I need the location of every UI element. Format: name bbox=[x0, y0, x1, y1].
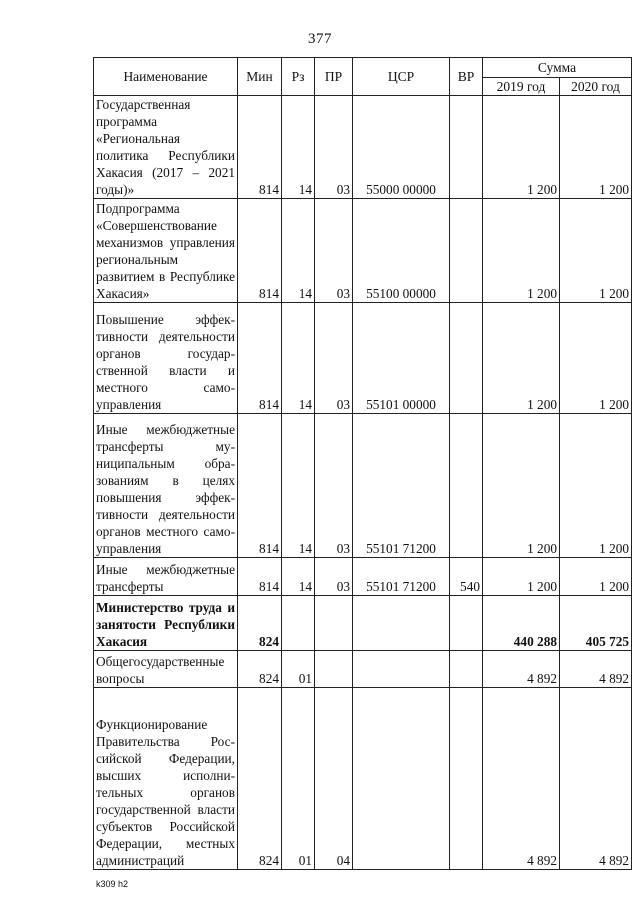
row-rz: 14 bbox=[282, 96, 315, 199]
row-pr: 03 bbox=[315, 303, 353, 414]
row-2020: 405 725 bbox=[560, 596, 632, 651]
row-2020: 1 200 bbox=[560, 414, 632, 558]
table-row bbox=[94, 651, 632, 688]
header-sum: Сумма bbox=[483, 58, 632, 78]
table-row bbox=[94, 596, 632, 651]
footer-code: k309 h2 bbox=[96, 879, 129, 889]
row-vr: 540 bbox=[450, 558, 483, 596]
row-2019: 1 200 bbox=[483, 199, 560, 303]
row-vr bbox=[450, 303, 483, 414]
row-pr bbox=[315, 596, 353, 651]
row-2019: 1 200 bbox=[483, 414, 560, 558]
row-2019: 4 892 bbox=[483, 688, 560, 870]
row-vr bbox=[450, 651, 483, 688]
row-2020: 1 200 bbox=[560, 199, 632, 303]
row-vr bbox=[450, 596, 483, 651]
table-row bbox=[94, 199, 632, 303]
row-vr bbox=[450, 199, 483, 303]
row-2019: 440 288 bbox=[483, 596, 560, 651]
row-csr: 55000 00000 bbox=[353, 96, 450, 199]
header-pr: ПР bbox=[315, 58, 353, 96]
row-min: 824 bbox=[238, 651, 282, 688]
row-csr: 55101 00000 bbox=[353, 303, 450, 414]
row-pr: 03 bbox=[315, 96, 353, 199]
row-2019: 4 892 bbox=[483, 651, 560, 688]
row-rz: 01 bbox=[282, 688, 315, 870]
table-row bbox=[94, 414, 632, 558]
row-rz: 14 bbox=[282, 558, 315, 596]
table-row bbox=[94, 688, 632, 870]
header-vr: ВР bbox=[450, 58, 483, 96]
row-pr: 04 bbox=[315, 688, 353, 870]
header-min: Мин bbox=[238, 58, 282, 96]
table-row bbox=[94, 303, 632, 414]
row-2019: 1 200 bbox=[483, 303, 560, 414]
row-vr bbox=[450, 414, 483, 558]
row-pr: 03 bbox=[315, 558, 353, 596]
header-year-2019: 2019 год bbox=[483, 78, 560, 96]
row-csr bbox=[353, 651, 450, 688]
row-csr bbox=[353, 688, 450, 870]
row-csr: 55101 71200 bbox=[353, 414, 450, 558]
row-name: Государственная программа «Региональная политика Республики Хакасия (2017 – 2021 годы)» bbox=[94, 96, 238, 199]
row-2019: 1 200 bbox=[483, 558, 560, 596]
row-name: Общегосударственные вопросы bbox=[94, 651, 238, 688]
row-min: 814 bbox=[238, 96, 282, 199]
row-2020: 1 200 bbox=[560, 558, 632, 596]
row-name: Иные межбюджетные трансферты муниципальным образованиям в целях повышения эффективности деятельности органов местного самоуправления bbox=[94, 414, 238, 558]
header-year-2020: 2020 год bbox=[560, 78, 632, 96]
row-pr bbox=[315, 651, 353, 688]
row-name: Функционирование Правительства Российской Федерации, высших исполнительных органов государственной власти субъектов Российской Федерации, местных администраций bbox=[94, 688, 238, 870]
row-rz bbox=[282, 596, 315, 651]
row-rz: 14 bbox=[282, 303, 315, 414]
row-min: 814 bbox=[238, 303, 282, 414]
header-csr: ЦСР bbox=[353, 58, 450, 96]
budget-table bbox=[93, 57, 632, 870]
row-rz: 14 bbox=[282, 414, 315, 558]
page-number: 377 bbox=[308, 31, 332, 47]
row-rz: 01 bbox=[282, 651, 315, 688]
row-vr bbox=[450, 96, 483, 199]
row-2020: 4 892 bbox=[560, 688, 632, 870]
table-row bbox=[94, 558, 632, 596]
row-2020: 1 200 bbox=[560, 96, 632, 199]
row-2019: 1 200 bbox=[483, 96, 560, 199]
row-2020: 1 200 bbox=[560, 303, 632, 414]
row-name: Повышение эффективности деятельности органов государственной власти и местного самоуправления bbox=[94, 303, 238, 414]
table-row bbox=[94, 96, 632, 199]
row-min: 824 bbox=[238, 688, 282, 870]
row-pr: 03 bbox=[315, 414, 353, 558]
row-rz: 14 bbox=[282, 199, 315, 303]
row-name: Подпрограмма «Совершенствование механизмов управления региональным развитием в Республике Хакасия» bbox=[94, 199, 238, 303]
row-2020: 4 892 bbox=[560, 651, 632, 688]
row-min: 814 bbox=[238, 558, 282, 596]
row-name: Иные межбюджетные трансферты bbox=[94, 558, 238, 596]
row-csr bbox=[353, 596, 450, 651]
row-csr: 55100 00000 bbox=[353, 199, 450, 303]
header-rz: Рз bbox=[282, 58, 315, 96]
header-name: Наименование bbox=[94, 58, 238, 96]
row-min: 824 bbox=[238, 596, 282, 651]
row-name: Министерство труда и занятости Республики Хакасия bbox=[94, 596, 238, 651]
row-min: 814 bbox=[238, 199, 282, 303]
row-vr bbox=[450, 688, 483, 870]
row-min: 814 bbox=[238, 414, 282, 558]
row-csr: 55101 71200 bbox=[353, 558, 450, 596]
row-pr: 03 bbox=[315, 199, 353, 303]
